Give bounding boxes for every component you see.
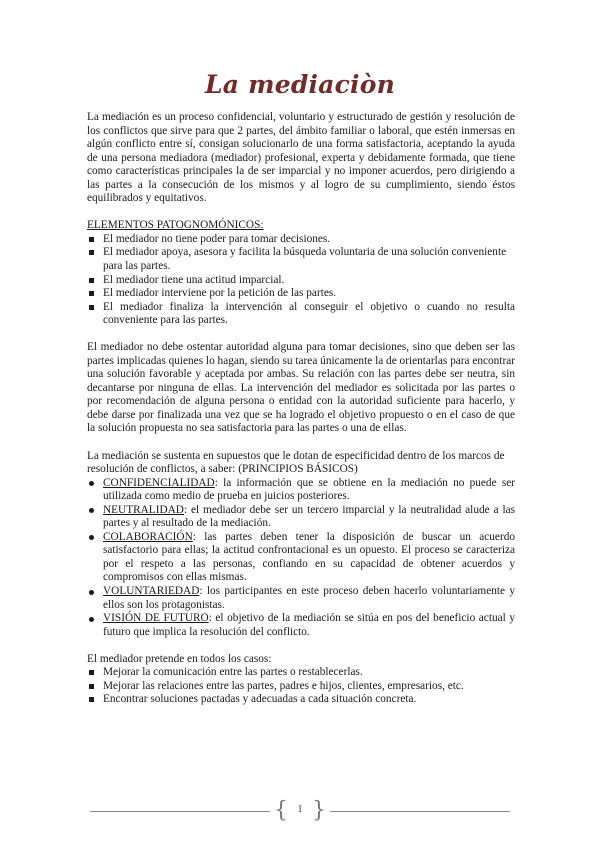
authority-paragraph: El mediador no debe ostentar autoridad alguna para tomar decisiones, sino que deben ser las partes implicadas quienes lo hagan, siendo su tarea únicamente la de orientarlas para encontrar una solución favorable y aceptada por ambas. Su relación con las partes debe ser neutra, sin decantarse por ninguna de ellas. La intervención del mediador es solicitada por las partes o por recomendación de alguna persona o entidad con la autoridad suficiente para hacerlo, y debe darse por finalizada una vez que se ha logrado el objetivo propuesto o en el caso de que la solución propuesta no sea satisfactoria para las partes o una de ellas. [87, 341, 515, 435]
list-item: El mediador apoya, asesora y facilita la búsqueda voluntaria de una solución conveniente para las partes. [87, 246, 515, 273]
principle-item [87, 477, 515, 504]
list-item: Encontrar soluciones pactadas y adecuadas a cada situación concreta. [87, 693, 515, 707]
principle-term: COLABORACIÓN [103, 530, 193, 543]
principle-term: VISIÓN DE FUTURO [103, 612, 209, 625]
principle-term: CONFIDENCIALIDAD [103, 476, 215, 489]
principle-item [87, 504, 515, 531]
principle-term: VOLUNTARIEDAD [103, 585, 200, 597]
principle-text: : el objetivo de la mediación se sitúa en pos del beneficio actual y futuro que implica la resolución del conflicto. [103, 612, 515, 638]
principle-text: : el mediador debe ser un tercero imparcial y la neutralidad alude a las partes y al resultado de la mediación. [103, 503, 515, 530]
page-title: La mediaciòn [205, 70, 395, 99]
right-brace-ornament: } [312, 798, 326, 823]
list-item: El mediador finaliza la intervención al conseguir el objetivo o cuando no resulta conveniente para las partes. [87, 301, 515, 328]
principle-item [87, 585, 515, 612]
document-body [87, 111, 515, 707]
principle-item [87, 531, 515, 585]
list-item: El mediador interviene por la petición de las partes. [87, 287, 515, 301]
principle-item [87, 612, 515, 639]
page-number: 1 [297, 804, 303, 815]
list-item: Mejorar la comunicación entre las partes o restablecerlas. [87, 666, 515, 680]
aims-list [87, 666, 515, 707]
list-item: Mejorar las relaciones entre las partes, padres e hijos, clientes, empresarios, etc. [87, 680, 515, 694]
principles-list [87, 477, 515, 640]
principles-intro: La mediación se sustenta en supuestos que le dotan de especificidad dentro de los marcos de resolución de conflictos, a saber: (PRINCIPIOS BÁSICOS) [87, 449, 505, 476]
principle-text: : las partes deben tener la disposición de buscar un acuerdo satisfactorio para ellas; la actitud confrontacional es un opuesto. El proceso se caracteriza por el respeto a las personas, confiando en su capacidad de obtener acuerdos y compromisos con ellas mismas. [103, 530, 515, 584]
page-footer [90, 797, 510, 827]
principle-term: NEUTRALIDAD [103, 503, 184, 516]
elements-list [87, 233, 515, 328]
list-item: El mediador no tiene poder para tomar decisiones. [87, 233, 515, 247]
left-brace-ornament: { [274, 798, 288, 823]
elements-heading: ELEMENTOS PATOGNOMÓNICOS: [87, 219, 264, 232]
intro-paragraph: La mediación es un proceso confidencial, voluntario y estructurado de gestión y resolución de los conflictos que sirve para que 2 partes, del ámbito familiar o laboral, que estén inmersas en algún conflicto entre sí, consigan solucionarlo de una forma satisfactoria, aceptando la ayuda de una persona mediadora (mediador) profesional, experta y debidamente formada, que tiene como características principales la de ser imparcial y no imponer acuerdos, pero dirigiendo a las partes a la consecución de los mismos y al logro de su cumplimiento, siendo éstos equilibrados y equitativos. [87, 111, 515, 205]
list-item: El mediador tiene una actitud imparcial. [87, 274, 515, 288]
aims-intro: El mediador pretende en todos los casos: [87, 652, 272, 665]
principle-text: : la información que se obtiene en la mediación no puede ser utilizada como medio de prueba en juicios posteriores. [103, 476, 515, 503]
principle-text: : los participantes en este proceso deben hacerlo voluntariamente y ellos son los protagonistas. [103, 585, 515, 611]
